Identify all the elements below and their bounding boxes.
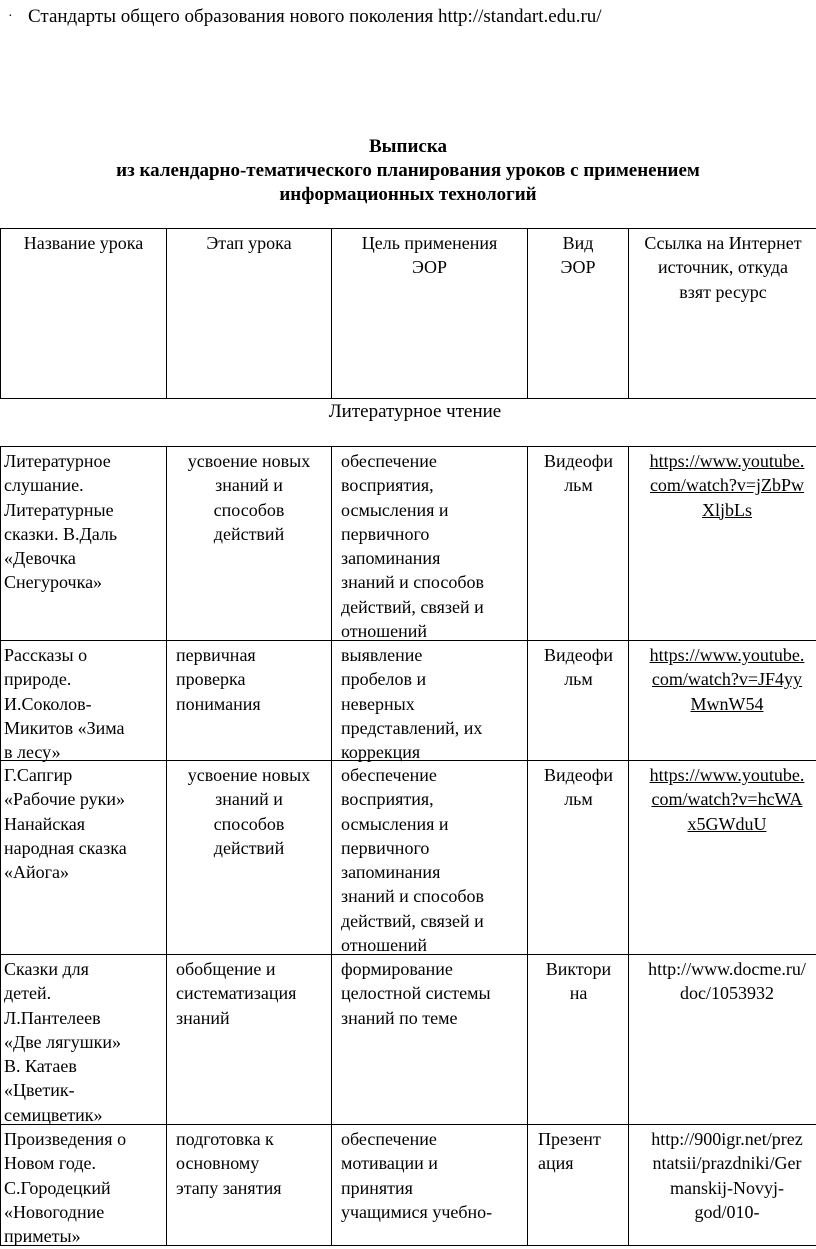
resource-link[interactable]: https://www.youtube. com/watch?v=jZbPw XljbLs bbox=[649, 451, 805, 520]
table-cell-lesson: Г.Сапгир «Рабочие руки» Нанайская народная сказка «Айога» bbox=[4, 765, 127, 883]
title-line-1: Выписка bbox=[369, 136, 447, 157]
table-border bbox=[0, 446, 816, 447]
table-border bbox=[527, 446, 528, 1246]
column-header-stage: Этап урока bbox=[206, 233, 292, 253]
title-line-3: информационных технологий bbox=[279, 184, 537, 205]
table-cell-type: Презент ация bbox=[538, 1129, 601, 1174]
table-cell-type: Видеофи льм bbox=[543, 765, 614, 810]
table-cell-goal: обеспечение восприятия, осмысления и первичного запоминания знаний и способов действий, связей и отношений bbox=[341, 451, 484, 642]
table-border bbox=[0, 228, 816, 229]
table-border bbox=[628, 446, 629, 1246]
table-cell-goal: обеспечение восприятия, осмысления и первичного запоминания знаний и способов действий, связей и отношений bbox=[341, 765, 484, 956]
table-cell-goal: формирование целостной системы знаний по теме bbox=[341, 959, 491, 1028]
table-cell-lesson: Рассказы о природе. И.Соколов- Микитов «Зима в лесу» bbox=[4, 645, 125, 763]
table-border bbox=[166, 228, 167, 399]
table-cell-lesson: Литературное слушание. Литературные сказки. В.Даль «Девочка Снегурочка» bbox=[4, 451, 118, 593]
title-line-2: из календарно-тематического планирования уроков с применением bbox=[116, 160, 700, 181]
column-header-goal: Цель применения ЭОР bbox=[361, 233, 498, 278]
table-cell-type: Виктори на bbox=[545, 959, 612, 1004]
bullet-icon: · bbox=[8, 9, 13, 24]
resource-link[interactable]: https://www.youtube. com/watch?v=hcWA x5GWduU bbox=[649, 765, 805, 834]
table-border bbox=[166, 446, 167, 1246]
table-cell-lesson: Сказки для детей. Л.Пантелеев «Две лягушки» В. Катаев «Цветик- семицветик» bbox=[4, 959, 122, 1125]
table-border bbox=[628, 228, 629, 399]
table-cell-lesson: Произведения о Новом годе. С.Городецкий «Новогодние приметы» bbox=[4, 1129, 127, 1247]
table-cell-stage: усвоение новых знаний и способов действий bbox=[187, 765, 311, 858]
table-cell-type: Видеофи льм bbox=[543, 451, 614, 496]
resource-link[interactable]: http://900igr.net/prez ntatsii/prazdniki/Ger manskij-Novyj- god/010- bbox=[651, 1129, 803, 1222]
table-border bbox=[331, 446, 332, 1246]
table-cell-stage: усвоение новых знаний и способов действий bbox=[187, 451, 311, 544]
standards-note-text: Стандарты общего образования нового поколения http://standart.edu.ru/ bbox=[28, 6, 602, 27]
section-title: Литературное чтение bbox=[328, 401, 502, 422]
table-border bbox=[527, 228, 528, 399]
table-cell-type: Видеофи льм bbox=[543, 645, 614, 690]
column-header-lesson: Название урока bbox=[23, 233, 144, 253]
column-header-type: Вид ЭОР bbox=[560, 233, 596, 278]
table-border bbox=[0, 398, 816, 399]
resource-link[interactable]: http://www.docme.ru/ doc/1053932 bbox=[648, 959, 806, 1004]
table-border bbox=[0, 446, 1, 1246]
table-border bbox=[0, 228, 1, 399]
resource-link[interactable]: https://www.youtube. com/watch?v=JF4yy MwnW54 bbox=[649, 645, 805, 714]
table-cell-stage: обобщение и систематизация знаний bbox=[176, 959, 297, 1028]
table-cell-stage: подготовка к основному этапу занятия bbox=[176, 1129, 282, 1198]
table-border bbox=[331, 228, 332, 399]
table-cell-goal: выявление пробелов и неверных представлений, их коррекция bbox=[341, 645, 483, 763]
column-header-link: Ссылка на Интернет источник, откуда взят ресурс bbox=[644, 233, 802, 302]
table-cell-stage: первичная проверка понимания bbox=[176, 645, 261, 714]
table-cell-goal: обеспечение мотивации и принятия учащимися учебно- bbox=[341, 1129, 493, 1222]
